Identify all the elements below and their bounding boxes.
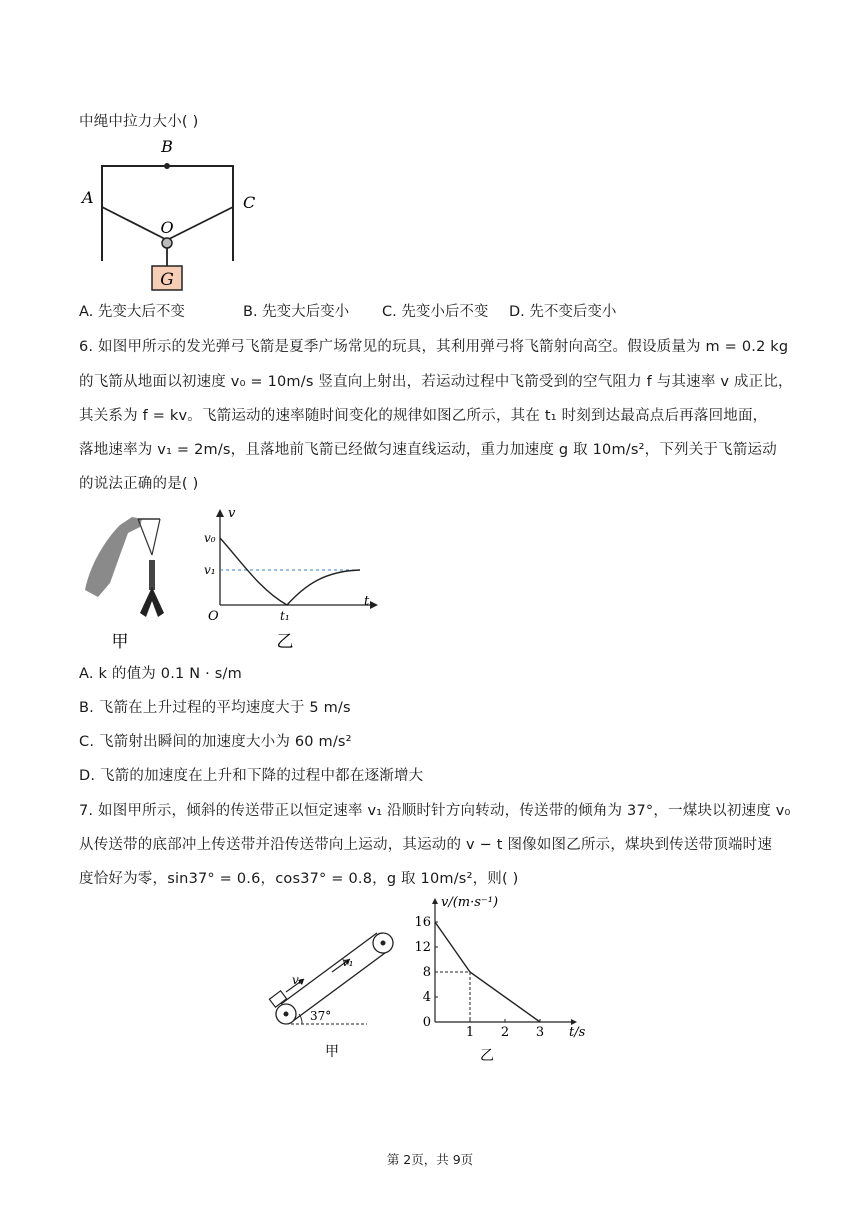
q6-line-3: 其关系为 f = kv。飞箭运动的速率随时间变化的规律如图乙所示，其在 t₁ 时刻到达最高点后再落回地面， [79,408,768,424]
q6-option-d[interactable]: D. 飞箭的加速度在上升和下降的过程中都在逐渐增大 [79,768,424,784]
label-c: C [243,193,256,212]
q6-figure-jia [80,505,195,659]
q7-caption-jia: 甲 [325,1044,339,1060]
q7-x-axis-label: t/s [569,1025,586,1040]
arrow-tail-icon [140,587,164,617]
q7-x-tick-1: 1 [465,1025,475,1040]
q6-vt-curve [220,538,360,605]
q5-option-a[interactable]: A. 先变大后不变 [79,304,185,320]
hand-icon [85,517,142,597]
q6-option-b[interactable]: B. 飞箭在上升过程的平均速度大于 5 m/s [79,700,351,716]
q7-y-tick-12: 12 [414,940,431,955]
q7-v0-label: v₀ [292,973,304,987]
q5-option-d[interactable]: D. 先不变后变小 [509,304,617,320]
q6-axis-t: t [364,594,370,609]
q7-v1-label: v₁ [342,955,354,969]
q6-option-c[interactable]: C. 飞箭射出瞬间的加速度大小为 60 m/s² [79,734,352,750]
q7-y-tick-4: 4 [422,990,431,1005]
q6-label-v0: v₀ [204,531,216,545]
q5-option-b[interactable]: B. 先变大后变小 [243,304,350,320]
q7-figure-jia [262,920,412,1069]
q6-label-t1: t₁ [280,609,290,623]
q6-line-1: 6. 如图甲所示的发光弹弓飞箭是夏季广场常见的玩具，其利用弹弓将飞箭射向高空。假设质量为 m = 0.2 kg [79,339,789,355]
arrow-body-icon [149,560,155,590]
q7-angle-label: 37° [310,1009,332,1023]
q7-y-axis-label: v/(m·s⁻¹) [441,895,499,910]
q5-option-c[interactable]: C. 先变小后不变 [382,304,489,320]
q7-figure-yi [405,888,600,1072]
label-a: A [82,188,94,207]
q5-figure [78,136,278,300]
label-o: O [160,218,174,237]
label-b: B [161,137,173,156]
q6-option-a[interactable]: A. k 的值为 0.1 N · s/m [79,666,242,682]
q7-line-1: 7. 如图甲所示，倾斜的传送带正以恒定速率 v₁ 沿顺时针方向转动，传送带的倾角为 37°，一煤块以初速度 v₀ [79,803,791,819]
point-b [164,163,170,169]
q6-axis-v: v [228,506,236,521]
q6-line-4: 落地速率为 v₁ = 2m/s，且落地前飞箭已经做匀速直线运动，重力加速度 g 取 10m/s²，下列关于飞箭运动 [79,442,777,458]
pulley-o [162,238,172,248]
q7-caption-yi: 乙 [480,1048,494,1064]
q5-stem-tail: 中绳中拉力大小( ) [79,114,199,130]
page-footer: 第 2页，共 9页 [386,1152,474,1167]
q6-origin: O [208,609,219,624]
q6-figure-yi [200,505,390,659]
q7-x-tick-2: 2 [500,1025,510,1040]
q6-caption-yi: 乙 [276,632,294,652]
q7-line-2: 从传送带的底部冲上传送带并沿传送带向上运动，其运动的 v − t 图像如图乙所示，煤块到传送带顶端时速 [79,837,773,853]
q6-caption-jia: 甲 [111,632,129,652]
label-g: G [160,270,174,290]
q6-line-2: 的飞箭从地面以初速度 v₀ = 10m/s 竖直向上射出，若运动过程中飞箭受到的空气阻力 f 与其速率 v 成正比， [79,374,793,390]
q6-line-5: 的说法正确的是( ) [79,476,199,492]
q7-y-tick-8: 8 [422,965,431,980]
q7-y-tick-0: 0 [422,1015,431,1030]
q7-y-tick-16: 16 [414,915,431,930]
q6-label-v1: v₁ [204,563,216,577]
q7-line-3: 度恰好为零，sin37° = 0.6，cos37° = 0.8，g 取 10m/s²，则( ) [79,871,519,887]
q7-x-tick-3: 3 [535,1025,545,1040]
